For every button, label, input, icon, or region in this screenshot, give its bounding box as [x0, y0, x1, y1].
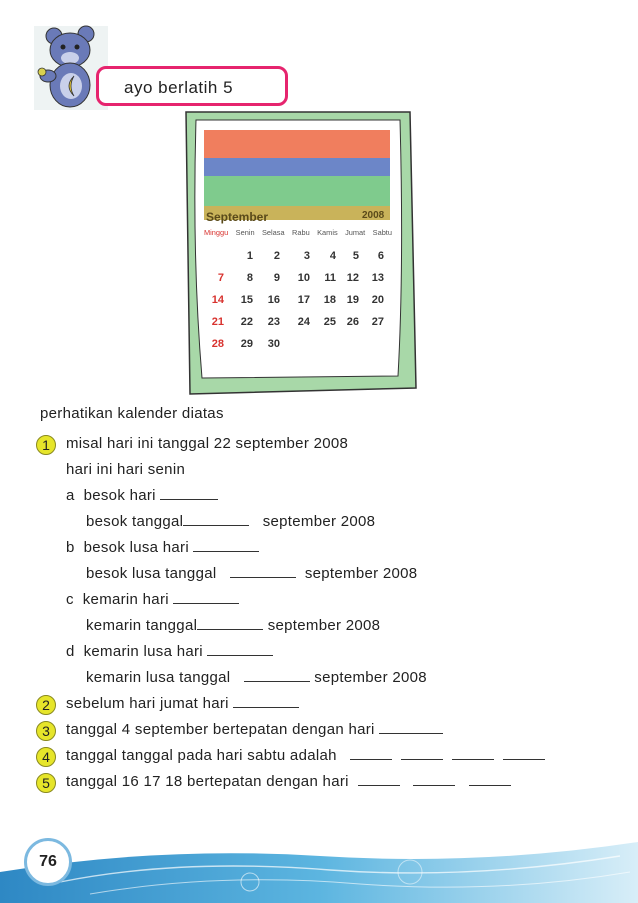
- calendar-date: 13: [371, 272, 384, 284]
- calendar-date: 5: [352, 250, 359, 262]
- calendar-date: [280, 333, 310, 355]
- calendar-date: 20: [371, 294, 384, 306]
- q1-c1-text: kemarin hari: [82, 591, 169, 608]
- answer-blank[interactable]: [207, 654, 273, 656]
- calendar-date: 6: [377, 250, 384, 262]
- calendar-date: [359, 333, 384, 355]
- calendar-date: 23: [267, 316, 280, 328]
- footer-wave-banner: [0, 832, 638, 903]
- q1-b2-suffix: september 2008: [304, 565, 418, 582]
- day-header: Kamis: [317, 228, 338, 237]
- calendar-week: [200, 311, 392, 333]
- page-number: 76: [24, 838, 72, 886]
- item-letter: c: [66, 591, 74, 608]
- calendar-date: 30: [267, 338, 280, 350]
- question-number: 1: [36, 435, 56, 455]
- q1-a1-text: besok hari: [83, 487, 156, 504]
- calendar-date: 18: [323, 294, 336, 306]
- calendar-date: 22: [240, 316, 253, 328]
- calendar-date: 1: [246, 250, 253, 262]
- q1-a: [66, 487, 218, 504]
- question-number: 4: [36, 747, 56, 767]
- calendar-date: 7: [217, 272, 224, 284]
- page-title: ayo berlatih 5: [124, 78, 234, 97]
- q1-b1-text: besok lusa hari: [83, 539, 189, 556]
- q1-d1-text: kemarin lusa hari: [83, 643, 203, 660]
- q1-a2: [86, 513, 375, 530]
- day-header: Minggu: [204, 228, 229, 237]
- answer-blank[interactable]: [358, 784, 400, 786]
- calendar-date: 17: [297, 294, 310, 306]
- question-number: 3: [36, 721, 56, 741]
- q1-b: [66, 539, 259, 556]
- item-letter: b: [66, 539, 75, 556]
- day-header: Rabu: [292, 228, 310, 237]
- q1-a2-text: besok tanggal: [86, 513, 184, 530]
- answer-blank[interactable]: [469, 784, 511, 786]
- q4-text: tanggal tanggal pada hari sabtu adalah: [66, 747, 337, 764]
- answer-blank[interactable]: [193, 550, 259, 552]
- answer-blank[interactable]: [503, 758, 545, 760]
- calendar-date: 16: [267, 294, 280, 306]
- answer-blank[interactable]: [379, 732, 443, 734]
- q1-a2-suffix: september 2008: [262, 513, 376, 530]
- answer-blank[interactable]: [350, 758, 392, 760]
- calendar-day-headers: [204, 228, 392, 237]
- q1-c2-text: kemarin tanggal: [86, 617, 198, 634]
- calendar-date: 21: [211, 316, 224, 328]
- calendar-date: [336, 333, 359, 355]
- q1-c2-suffix: september 2008: [267, 617, 381, 634]
- intro-text: perhatikan kalender diatas: [40, 405, 224, 422]
- calendar-date: 26: [346, 316, 359, 328]
- q1-d2-suffix: september 2008: [314, 669, 427, 686]
- q2-text: sebelum hari jumat hari: [66, 695, 229, 712]
- calendar-date: 25: [323, 316, 336, 328]
- calendar-date: 24: [297, 316, 310, 328]
- calendar-year: 2008: [362, 210, 385, 221]
- q1-line2: hari ini hari senin: [66, 461, 186, 478]
- calendar-date: 4: [329, 250, 336, 262]
- q1-d2: [86, 669, 427, 686]
- q3-line: [66, 721, 443, 738]
- q4-line: [66, 747, 545, 764]
- q1-d2-text: kemarin lusa tanggal: [86, 669, 231, 686]
- day-header: Selasa: [262, 228, 285, 237]
- calendar-date: 29: [240, 338, 253, 350]
- answer-blank[interactable]: [401, 758, 443, 760]
- q5-line: [66, 773, 511, 790]
- calendar-date: [200, 245, 224, 267]
- calendar-month: September: [206, 210, 269, 224]
- calendar-date: 11: [324, 272, 336, 284]
- day-header: Sabtu: [372, 228, 392, 237]
- q1-b2: [86, 565, 417, 582]
- q1-d: [66, 643, 273, 660]
- calendar-date: [310, 333, 336, 355]
- calendar-date: 10: [297, 272, 310, 284]
- calendar-week: [200, 245, 392, 267]
- calendar-date: 12: [346, 272, 359, 284]
- q1-c2: [86, 617, 380, 634]
- item-letter: d: [66, 643, 75, 660]
- calendar-date: 2: [273, 250, 280, 262]
- day-header: Senin: [235, 228, 255, 237]
- q1-b2-text: besok lusa tanggal: [86, 565, 217, 582]
- calendar-date: 3: [303, 250, 310, 262]
- calendar-date: 8: [246, 272, 253, 284]
- calendar-grid: [200, 245, 392, 355]
- question-number: 2: [36, 695, 56, 715]
- calendar-week: [200, 333, 392, 355]
- calendar-date: 9: [273, 272, 280, 284]
- answer-blank[interactable]: [233, 706, 299, 708]
- calendar-week: [200, 289, 392, 311]
- answer-blank[interactable]: [160, 498, 218, 500]
- answer-blank[interactable]: [173, 602, 239, 604]
- calendar-date: 15: [240, 294, 253, 306]
- calendar-date: 28: [211, 338, 224, 350]
- question-number: 5: [36, 773, 56, 793]
- answer-blank[interactable]: [230, 576, 296, 578]
- answer-blank[interactable]: [413, 784, 455, 786]
- answer-blank[interactable]: [244, 680, 310, 682]
- answer-blank[interactable]: [452, 758, 494, 760]
- day-header: Jumat: [345, 228, 366, 237]
- calendar-date: 27: [371, 316, 384, 328]
- calendar-date: 19: [346, 294, 359, 306]
- q3-text: tanggal 4 september bertepatan dengan hari: [66, 721, 375, 738]
- item-letter: a: [66, 487, 75, 504]
- calendar-date: 14: [211, 294, 224, 306]
- q1-c: [66, 591, 239, 608]
- q1-line1: misal hari ini tanggal 22 september 2008: [66, 435, 349, 452]
- answer-blank[interactable]: [183, 524, 249, 526]
- calendar-week: [200, 267, 392, 289]
- q5-text: tanggal 16 17 18 bertepatan dengan hari: [66, 773, 349, 790]
- answer-blank[interactable]: [197, 628, 263, 630]
- q2-line: [66, 695, 299, 712]
